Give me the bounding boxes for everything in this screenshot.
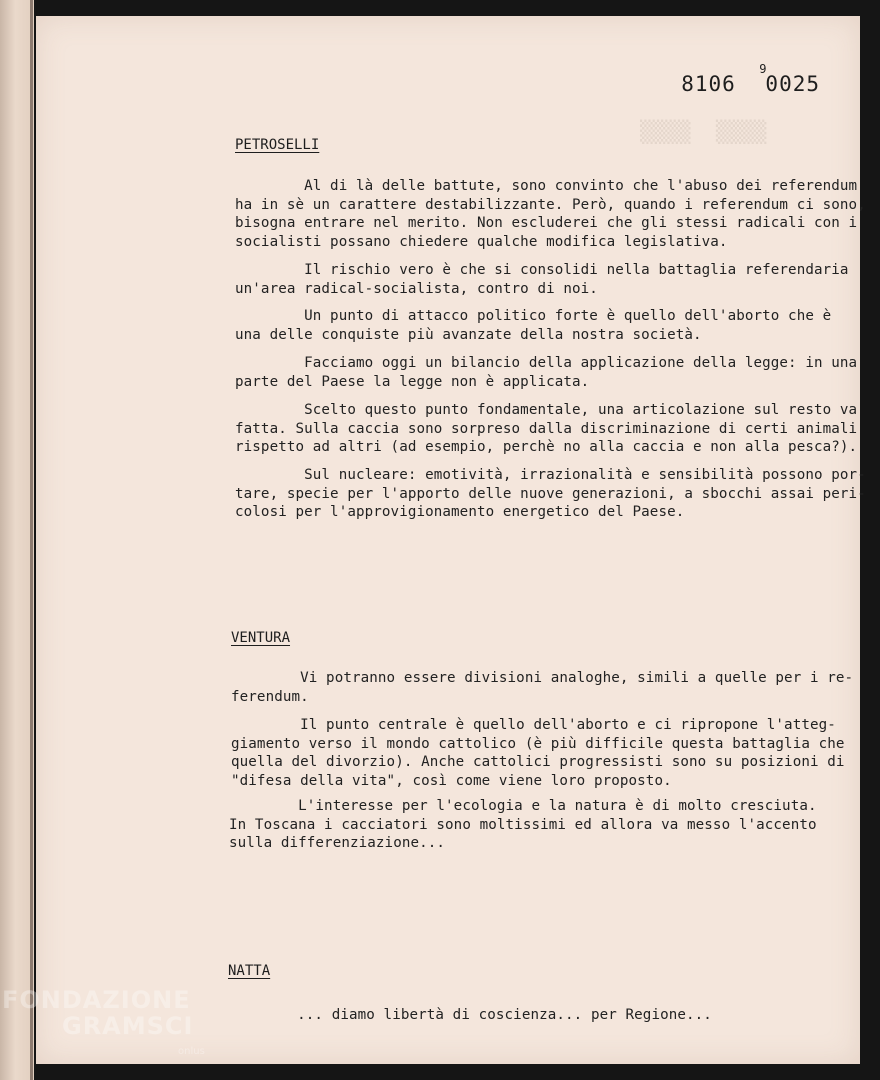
- speaker-ventura: VENTURA: [231, 630, 291, 646]
- bleed-through-text: ▒▒▒▒ ▒▒▒▒: [640, 120, 767, 144]
- document-number-suffix: 0025: [765, 72, 820, 96]
- document-number-main: 8106: [681, 72, 736, 96]
- document-page: [36, 16, 866, 1064]
- adjacent-page-edge: [0, 0, 34, 1080]
- paragraph: Il rischio vero è che si consolidi nella battaglia referendaria un'area radical-socialista, contro di noi.: [235, 262, 849, 297]
- watermark-line2: GRAMSCI: [62, 1012, 194, 1040]
- paragraph: Facciamo oggi un bilancio della applicazione della legge: in una parte del Paese la legge non è applicata.: [235, 355, 858, 390]
- paragraph: Un punto di attacco politico forte è quello dell'aborto che è una delle conquiste più avanzate della nostra società.: [235, 308, 832, 343]
- paragraph: Al di là delle battute, sono convinto che l'abuso dei referendum ha in sè un carattere destabilizzante. Però, quando i referendum ci sono, bisogna entrare nel merito. Non escluderei che gli stessi radicali con i socialisti possano chiedere qualche modifica legislativa.: [235, 178, 866, 250]
- watermark-line3: onlus: [178, 1046, 205, 1057]
- document-number: [681, 62, 820, 96]
- paragraph: L'interesse per l'ecologia e la natura è di molto cresciuta. In Toscana i cacciatori sono moltissimi ed allora va messo l'accento sulla differenziazione...: [229, 798, 817, 851]
- paragraph: Scelto questo punto fondamentale, una articolazione sul resto va fatta. Sulla caccia sono sorpreso dalla discriminazione di certi animali rispetto ad altri (ad esempio, perchè no alla caccia e non alla pesca?).: [235, 402, 858, 455]
- archive-watermark: [2, 986, 205, 1057]
- paragraph: Il punto centrale è quello dell'aborto e ci ripropone l'atteg- giamento verso il mondo cattolico (è più difficile questa battaglia che quella del divorzio). Anche cattolici progressisti sono su posizioni di "difesa della vita", così come viene loro proposto.: [231, 717, 845, 789]
- binding-crease: [30, 0, 33, 1080]
- watermark-line1: FONDAZIONE: [2, 986, 191, 1014]
- paragraph: Sul nucleare: emotività, irrazionalità e sensibilità possono por- tare, specie per l'apporto delle nuove generazioni, a sbocchi assai peri- colosi per l'approvigionamento energetico del Paese.: [235, 467, 866, 520]
- speaker-natta: NATTA: [228, 963, 271, 979]
- document-number-superscript: 9: [759, 62, 767, 76]
- speaker-petroselli: PETROSELLI: [235, 137, 320, 153]
- paragraph: ... diamo libertà di coscienza... per Regione...: [228, 1007, 712, 1023]
- paragraph: Vi potranno essere divisioni analoghe, simili a quelle per i re- ferendum.: [231, 670, 854, 705]
